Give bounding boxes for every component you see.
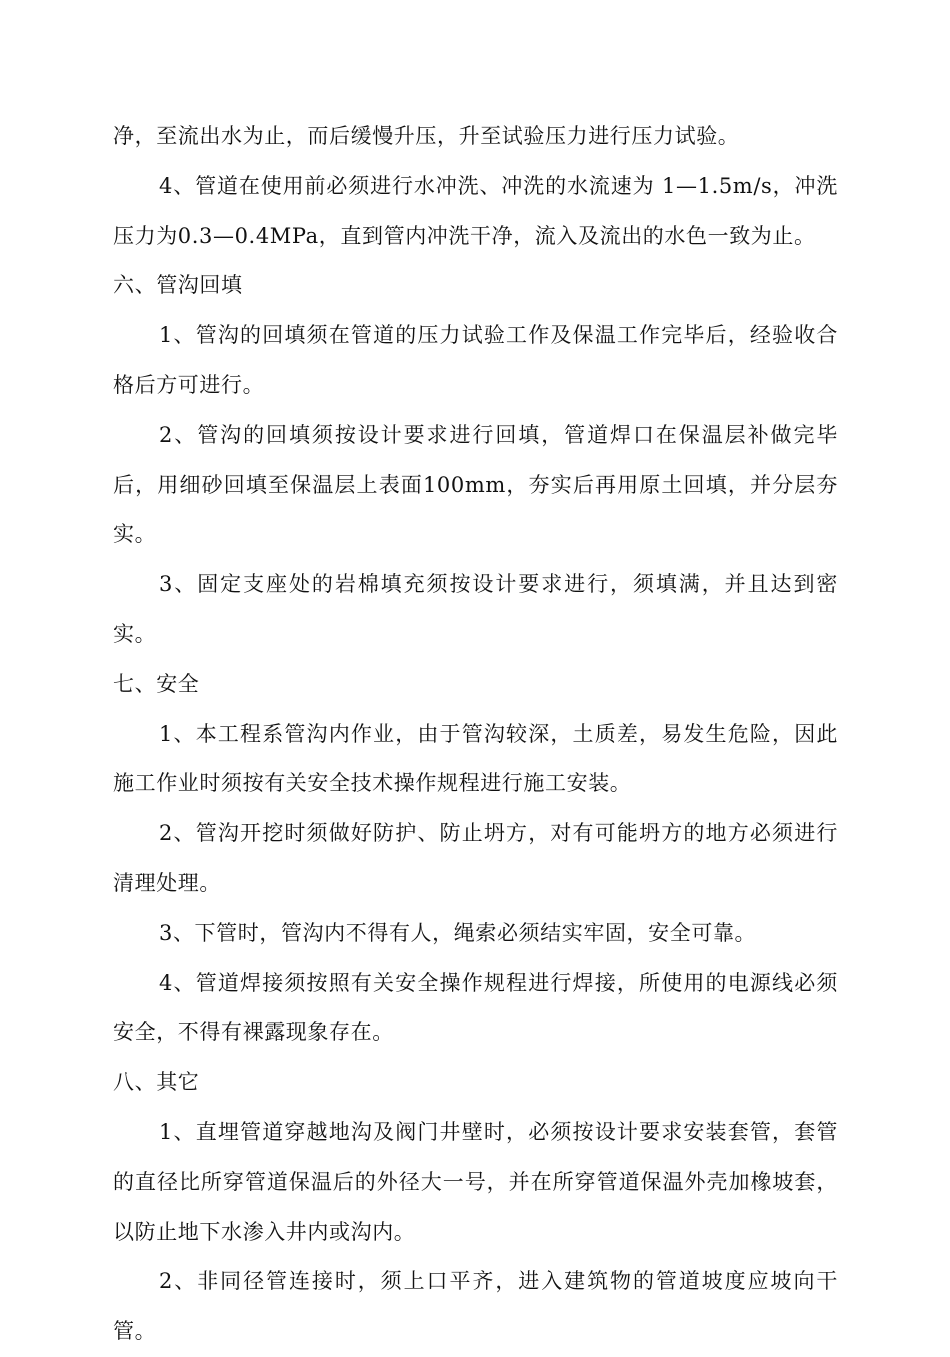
- paragraph-item: 2、非同径管连接时，须上口平齐，进入建筑物的管道坡度应坡向干管。: [113, 1269, 838, 1344]
- paragraph-item: 1、管沟的回填须在管道的压力试验工作及保温工作完毕后，经验收合格后方可进行。: [113, 323, 838, 397]
- paragraph-item: 1、直埋管道穿越地沟及阀门井壁时，必须按设计要求安装套管，套管的直径比所穿管道保温后的外径大一号，并在所穿管道保温外壳加橡坡套，以防止地下水渗入井内或沟内。: [113, 1119, 838, 1244]
- paragraph-item: 4、管道在使用前必须进行水冲洗、冲洗的水流速为 1—1.5m/s，冲洗压力为0.3—0.4MPa，直到管内冲洗干净，流入及流出的水色一致为止。: [113, 173, 838, 248]
- document-body: [113, 112, 838, 1357]
- section-heading: 七、安全: [113, 671, 200, 696]
- paragraph-continuation: 净，至流出水为止，而后缓慢升压，升至试验压力进行压力试验。: [113, 124, 740, 148]
- paragraph-item: 2、管沟开挖时须做好防护、防止坍方，对有可能坍方的地方必须进行清理处理。: [113, 821, 838, 895]
- section-heading: 六、管沟回填: [113, 273, 243, 298]
- paragraph-item: 4、管道焊接须按照有关安全操作规程进行焊接，所使用的电源线必须安全，不得有裸露现象存在。: [113, 970, 838, 1045]
- paragraph-item: 3、下管时，管沟内不得有人，绳索必须结实牢固，安全可靠。: [159, 920, 757, 945]
- paragraph-item: 2、管沟的回填须按设计要求进行回填，管道焊口在保温层补做完毕后，用细砂回填至保温层上表面100mm，夯实后再用原土回填，并分层夯实。: [113, 422, 838, 547]
- section-heading: 八、其它: [113, 1070, 200, 1095]
- paragraph-item: 1、本工程系管沟内作业，由于管沟较深，土质差，易发生危险，因此施工作业时须按有关安全技术操作规程进行施工安装。: [113, 721, 838, 796]
- paragraph-item: 3、固定支座处的岩棉填充须按设计要求进行，须填满，并且达到密实。: [113, 572, 838, 646]
